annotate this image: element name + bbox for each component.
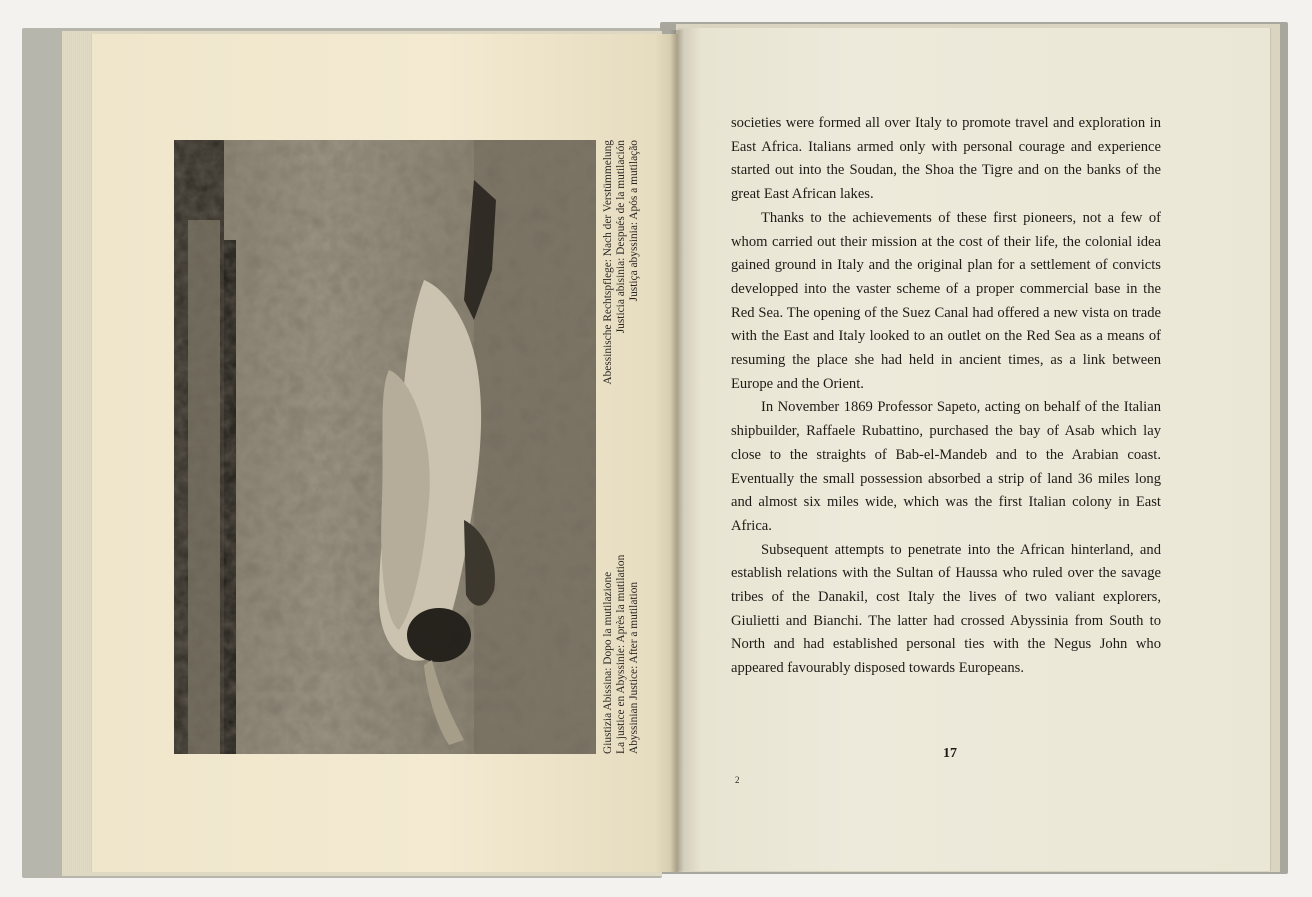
paragraph: In November 1869 Professor Sapeto, acting on behalf of the Italian shipbuilder, Raffaele Rubattino, purchased the bay of Asab which lay close to the straights of Bab-el-Mandeb and to the Arabian coast. Eventually the small possession absorbed a strip of land 36 miles long and almost six miles wide, which was the first Italian colony in East Africa. (731, 399, 1161, 534)
photo-caption-text (602, 140, 650, 754)
photo-caption (602, 140, 650, 754)
book-gutter (670, 30, 684, 872)
photograph (174, 140, 596, 754)
paragraph: Subsequent attempts to penetrate into the African hinterland, and establish relations with the Sultan of Haussa who ruled over the savage tribes of the Danakil, cost Italy the lives of two valiant explorers, Giulietti and Bianchi. The latter had crossed Abyssinia from South to North and had established personal ties with the Negus John who appeared favourably disposed towards Europeans. (731, 541, 1161, 677)
page-number: 17 (943, 746, 957, 761)
caption-french: La justice en Abyssinie: Après la mutilation (615, 554, 627, 754)
paragraph: societies were formed all over Italy to promote travel and exploration in East Africa. Italians armed only with personal courage and experience started out into the Soudan, the Shoa the Tigre and on the banks of the great East African lakes. (731, 115, 1161, 203)
caption-line-english-portuguese (628, 140, 641, 754)
caption-italian: Giustizia Abissina: Dopo la mutilazione (602, 571, 614, 754)
caption-portuguese: Justiça abyssinia: Após a mutilação (628, 140, 640, 302)
caption-german: Abessinische Rechtspflege: Nach der Verstümmelung (602, 140, 614, 385)
caption-line-french-spanish (615, 140, 628, 754)
caption-spanish: Justicia abisinia: Después de la mutilación (615, 140, 627, 334)
caption-line-italian-german (602, 140, 615, 754)
paragraph: Thanks to the achievements of these first pioneers, not a few of whom carried out their mission at the cost of their life, the colonial idea gained ground in Italy and the original plan for a settlement of convicts developped into the vaster scheme of a proper commercial base in the Red Sea. The opening of the Suez Canal had offered a new vista on trade with the East and Italy looked to an outlet on the Red Sea as a means of resuming the place she had held in ancient times, as a link between Europe and the Orient. (731, 209, 1161, 392)
photograph-prone-figure-on-ground-icon (174, 140, 596, 754)
signature-mark: 2 (735, 775, 740, 785)
body-text (731, 112, 1161, 681)
caption-english: Abyssinian Justice: After a mutilation (628, 581, 640, 754)
